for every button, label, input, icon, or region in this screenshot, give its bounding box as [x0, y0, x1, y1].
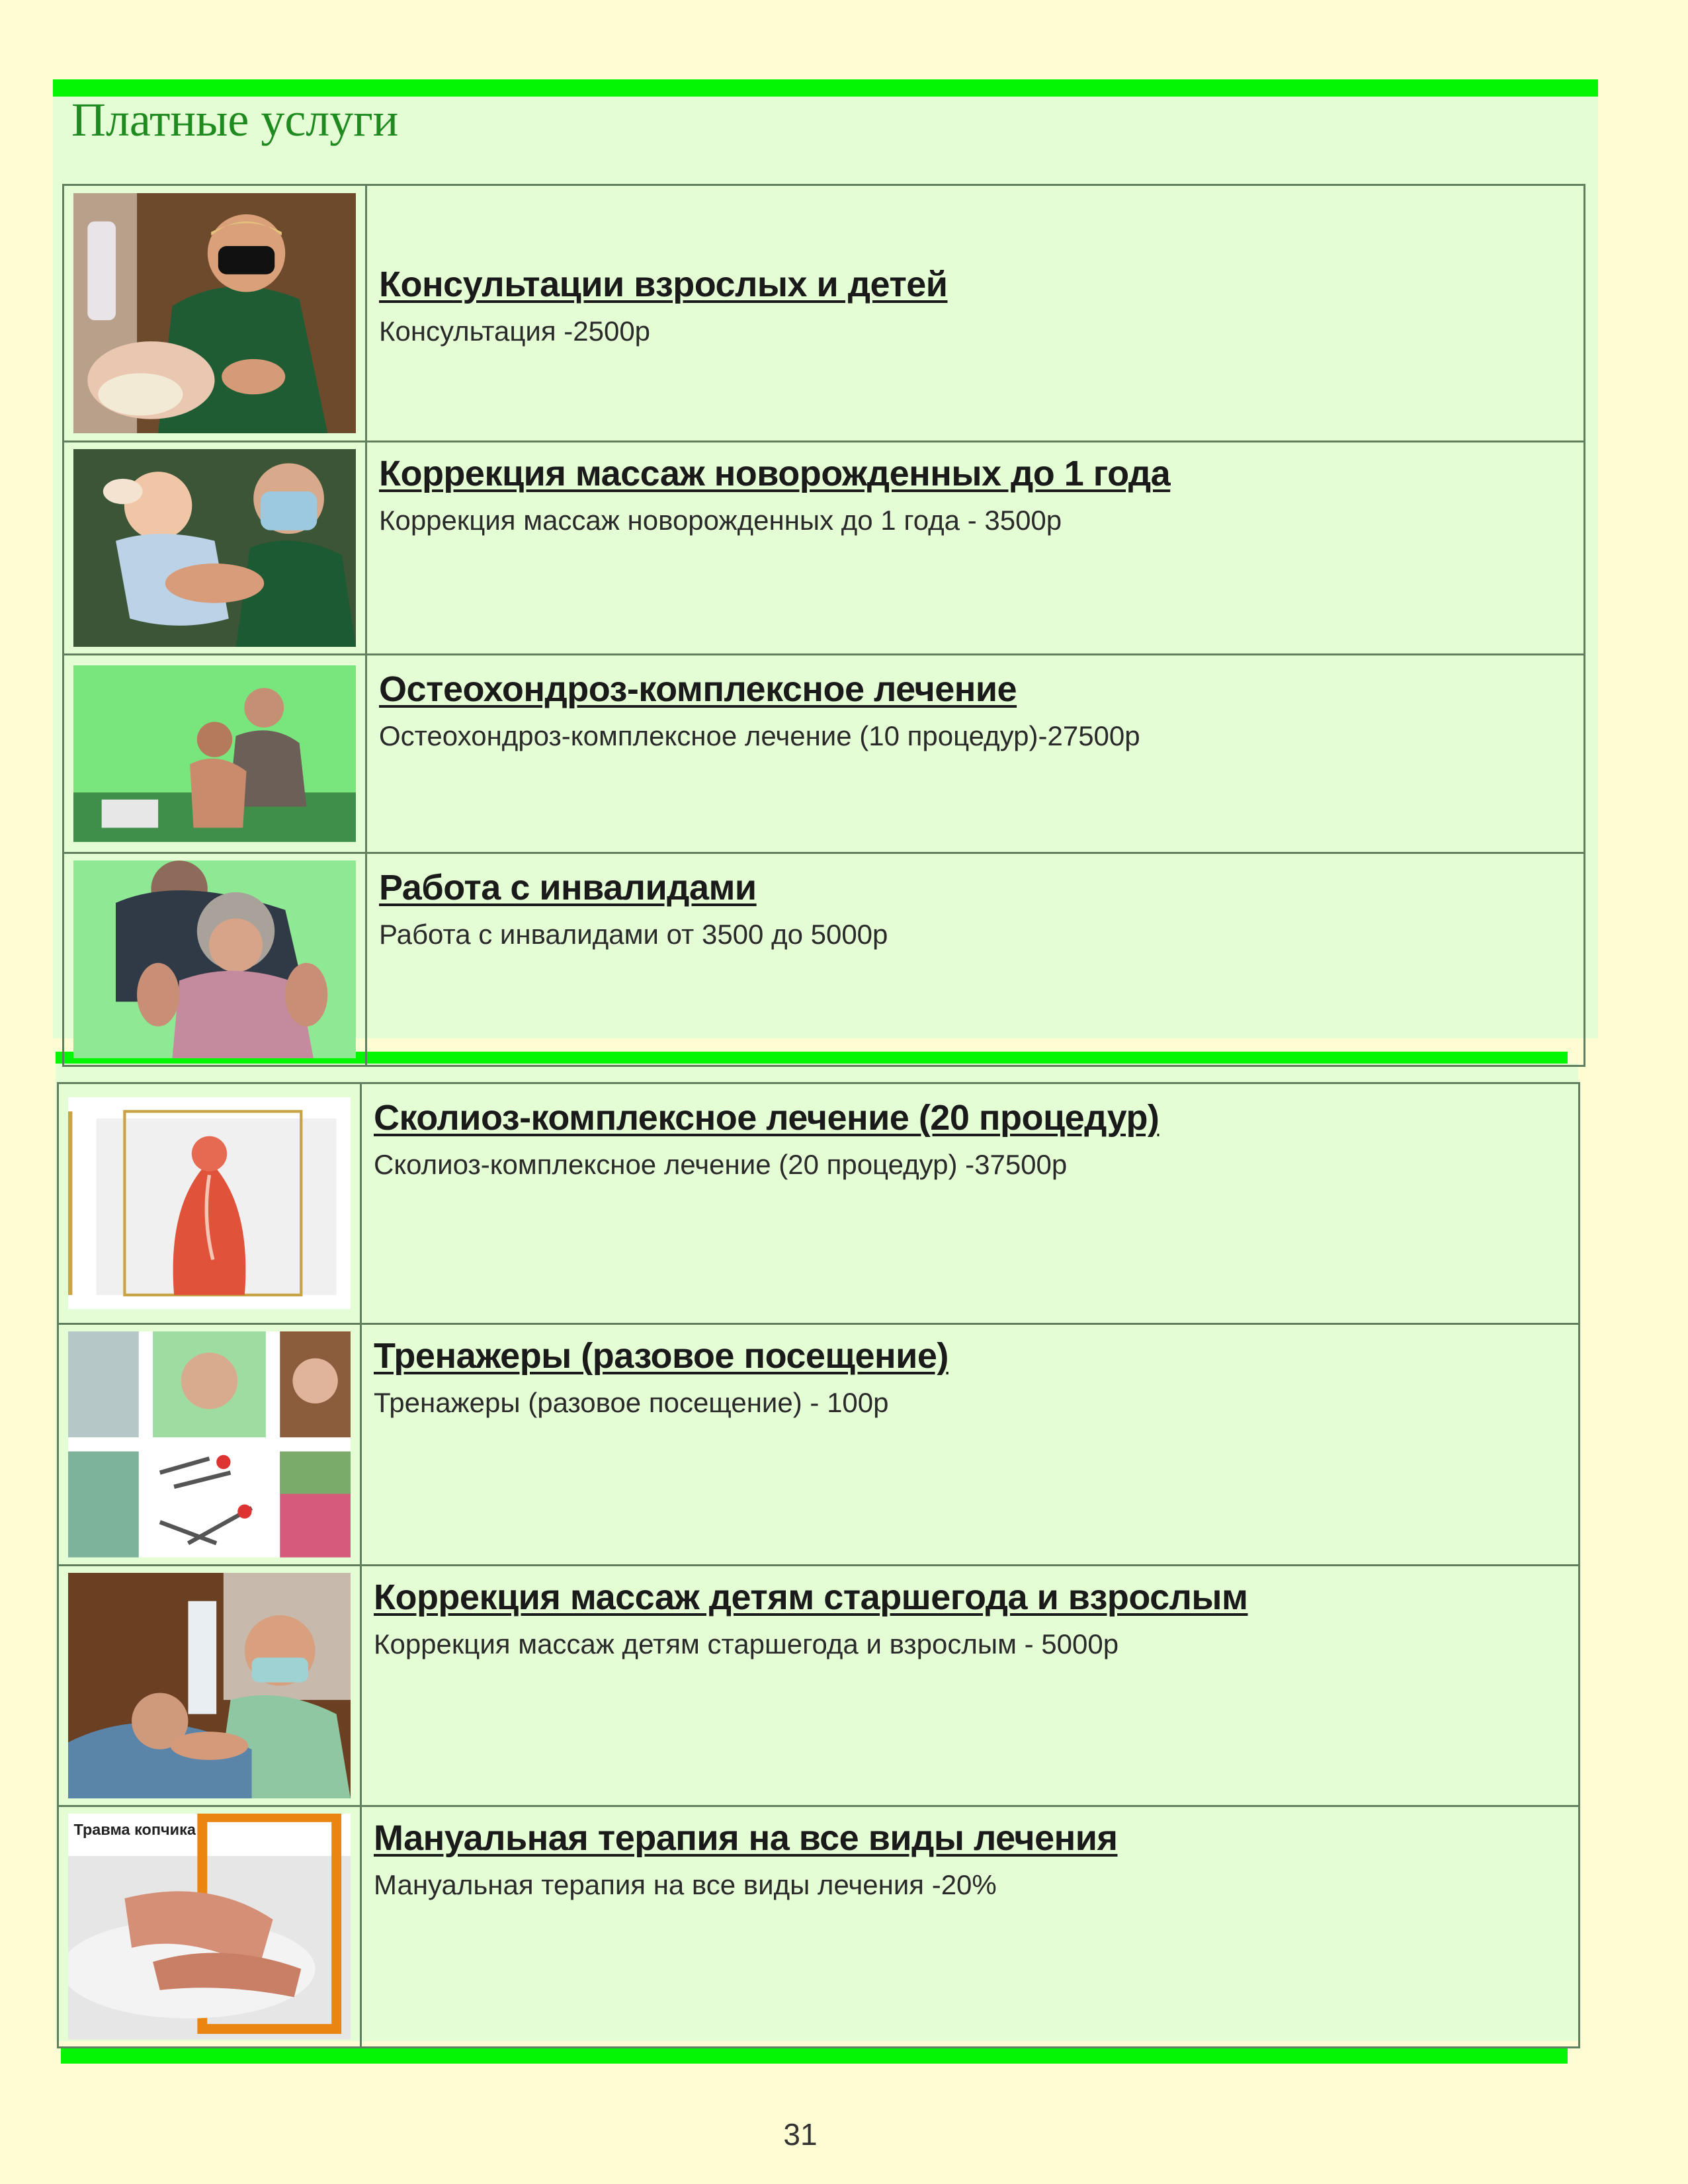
- service-price: Тренажеры (разовое посещение) - 100р: [374, 1387, 889, 1418]
- service-title-link[interactable]: Остеохондроз-комплексное лечение: [379, 669, 1017, 709]
- service-title-link[interactable]: Сколиоз-комплексное лечение (20 процедур): [374, 1098, 1160, 1138]
- service-price: Коррекция массаж новорожденных до 1 года - 3500р: [379, 505, 1062, 536]
- table-row: [58, 1565, 1580, 1806]
- service-price: Консультация -2500р: [379, 315, 651, 347]
- service-price: Работа с инвалидами от 3500 до 5000р: [379, 918, 888, 950]
- service-price: Коррекция массаж детям старшегода и взрослым - 5000р: [374, 1628, 1119, 1659]
- doctor-examining-child-photo: [73, 193, 356, 433]
- service-title-link[interactable]: Коррекция массаж новорожденных до 1 года: [379, 454, 1171, 493]
- table-row: [63, 853, 1585, 1066]
- services-table-top: [62, 184, 1585, 1067]
- training-equipment-collage: [68, 1331, 351, 1558]
- table-row: [63, 185, 1585, 442]
- table-row: [58, 1806, 1580, 2048]
- service-price: Мануальная терапия на все виды лечения -20%: [374, 1869, 997, 1901]
- bottom-accent-bar: [61, 2046, 1568, 2064]
- table-row: [58, 1083, 1580, 1324]
- logo-text: Травма копчика: [73, 1821, 196, 1839]
- table-row: [63, 442, 1585, 655]
- spine-treatment-photo: [73, 665, 356, 842]
- services-table-bottom: [57, 1082, 1580, 2048]
- service-title-link[interactable]: Мануальная терапия на все виды лечения: [374, 1818, 1118, 1859]
- service-price: Сколиоз-комплексное лечение (20 процедур) -37500р: [374, 1149, 1068, 1180]
- service-title-link[interactable]: Консультации взрослых и детей: [379, 265, 948, 304]
- therapy-elderly-woman-photo: [73, 861, 356, 1058]
- doctor-holding-infant-photo: [73, 449, 356, 647]
- service-title-link[interactable]: Тренажеры (разовое посещение): [374, 1336, 949, 1376]
- service-price: Остеохондроз-комплексное лечение (10 процедур)-27500р: [379, 720, 1140, 751]
- table-row: [63, 654, 1585, 853]
- page-number: 31: [783, 2117, 818, 2152]
- service-title-link[interactable]: Работа с инвалидами: [379, 867, 757, 907]
- page-title: Платные услуги: [71, 93, 399, 146]
- massage-adult-photo: [68, 1573, 351, 1799]
- scoliosis-back-illustration: [68, 1097, 351, 1309]
- service-title-link[interactable]: Коррекция массаж детям старшегода и взрослым: [374, 1577, 1248, 1617]
- table-row: [58, 1324, 1580, 1566]
- manual-therapy-photo: [68, 1814, 351, 2040]
